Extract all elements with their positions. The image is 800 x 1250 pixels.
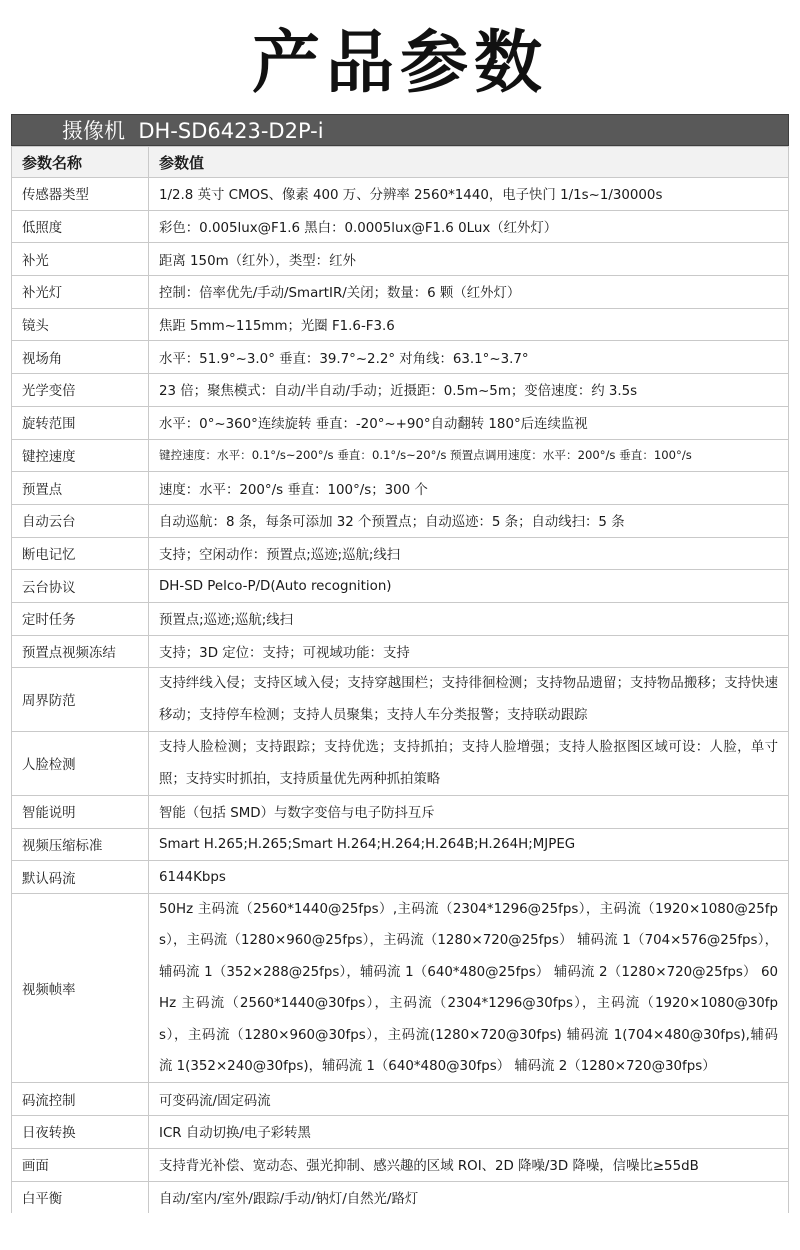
param-value: 50Hz 主码流（2560*1440@25fps）,主码流（2304*1296@25fps），主码流（1920×1080@25fps），主码流（1280×960@25fps），主码流（1280×720@25fps） 辅码流 1（704×576@25fps），辅码流 1（352×288@25fps），辅码流 1（640*480@25fps） 辅码流 2（1280×720@25fps） 60Hz 主码流（2560*1440@30fps），主码流（2304*1296@30fps），主码流（1920×1080@30fps），主码流（1280×960@30fps），主码流(1280×720@30fps) 辅码流 1(704×480@30fps),辅码流 1(352×240@30fps)，辅码流 1（640*480@30fps） 辅码流 2（1280×720@30fps） xyxy=(149,894,789,1083)
param-name: 镜头 xyxy=(12,308,149,341)
table-row xyxy=(12,602,789,635)
param-name: 传感器类型 xyxy=(12,178,149,211)
param-name: 白平衡 xyxy=(12,1181,149,1213)
table-row xyxy=(12,1083,789,1116)
param-name: 人脸检测 xyxy=(12,732,149,796)
param-value: Smart H.265;H.265;Smart H.264;H.264;H.264B;H.264H;MJPEG xyxy=(149,828,789,861)
param-value: 距离 150m（红外），类型：红外 xyxy=(149,243,789,276)
param-name: 周界防范 xyxy=(12,668,149,732)
table-row xyxy=(12,537,789,570)
param-name: 码流控制 xyxy=(12,1083,149,1116)
header-param-value: 参数值 xyxy=(149,147,789,178)
table-row xyxy=(12,374,789,407)
param-value: DH-SD Pelco-P/D(Auto recognition) xyxy=(149,570,789,603)
param-value: 键控速度：水平：0.1°/s~200°/s 垂直：0.1°/s~20°/s 预置点调用速度：水平：200°/s 垂直：100°/s xyxy=(149,439,789,472)
param-value: 智能（包括 SMD）与数字变倍与电子防抖互斥 xyxy=(149,795,789,828)
param-name: 定时任务 xyxy=(12,602,149,635)
param-value: 水平：51.9°~3.0° 垂直：39.7°~2.2° 对角线：63.1°~3.7° xyxy=(149,341,789,374)
param-name: 预置点 xyxy=(12,472,149,505)
table-row xyxy=(12,861,789,894)
param-name: 低照度 xyxy=(12,210,149,243)
param-name: 云台协议 xyxy=(12,570,149,603)
param-value: 自动巡航：8 条，每条可添加 32 个预置点；自动巡迹：5 条；自动线扫：5 条 xyxy=(149,504,789,537)
table-row xyxy=(12,795,789,828)
param-name: 补光灯 xyxy=(12,276,149,309)
table-row xyxy=(12,828,789,861)
table-row xyxy=(12,732,789,796)
param-name: 光学变倍 xyxy=(12,374,149,407)
param-value: 可变码流/固定码流 xyxy=(149,1083,789,1116)
param-name: 预置点视频冻结 xyxy=(12,635,149,668)
param-value: 焦距 5mm~115mm；光圈 F1.6-F3.6 xyxy=(149,308,789,341)
param-value: 自动/室内/室外/跟踪/手动/钠灯/自然光/路灯 xyxy=(149,1181,789,1213)
table-row xyxy=(12,1148,789,1181)
page-title: 产品参数 xyxy=(251,23,548,103)
param-value: 1/2.8 英寸 CMOS、像素 400 万、分辨率 2560*1440，电子快门 1/1s~1/30000s xyxy=(149,178,789,211)
table-header-row xyxy=(12,147,789,178)
param-value: 23 倍；聚焦模式：自动/半自动/手动；近摄距：0.5m~5m；变倍速度：约 3.5s xyxy=(149,374,789,407)
header-param-name: 参数名称 xyxy=(12,147,149,178)
param-name: 补光 xyxy=(12,243,149,276)
table-row xyxy=(12,406,789,439)
table-row xyxy=(12,894,789,1083)
param-value: 支持背光补偿、宽动态、强光抑制、感兴趣的区域 ROI、2D 降噪/3D 降噪，信噪比≥55dB xyxy=(149,1148,789,1181)
param-value: 6144Kbps xyxy=(149,861,789,894)
table-row xyxy=(12,178,789,211)
table-row xyxy=(12,308,789,341)
param-name: 键控速度 xyxy=(12,439,149,472)
table-row xyxy=(12,1116,789,1149)
table-row xyxy=(12,570,789,603)
param-value: 速度：水平：200°/s 垂直：100°/s；300 个 xyxy=(149,472,789,505)
param-name: 视场角 xyxy=(12,341,149,374)
table-row xyxy=(12,504,789,537)
param-name: 日夜转换 xyxy=(12,1116,149,1149)
param-name: 断电记忆 xyxy=(12,537,149,570)
table-row xyxy=(12,243,789,276)
param-name: 自动云台 xyxy=(12,504,149,537)
table-row xyxy=(12,210,789,243)
param-name: 旋转范围 xyxy=(12,406,149,439)
param-name: 画面 xyxy=(12,1148,149,1181)
table-row xyxy=(12,439,789,472)
param-value: 控制：倍率优先/手动/SmartIR/关闭；数量：6 颗（红外灯） xyxy=(149,276,789,309)
spec-table xyxy=(11,146,789,1213)
table-row xyxy=(12,635,789,668)
table-row xyxy=(12,668,789,732)
param-value: 支持人脸检测；支持跟踪；支持优选；支持抓拍；支持人脸增强；支持人脸抠图区域可设：人脸，单寸照；支持实时抓拍，支持质量优先两种抓拍策略 xyxy=(149,732,789,796)
param-value: 支持；3D 定位：支持；可视域功能：支持 xyxy=(149,635,789,668)
table-row xyxy=(12,1181,789,1213)
table-row xyxy=(12,472,789,505)
param-value: 支持绊线入侵；支持区域入侵；支持穿越围栏；支持徘徊检测；支持物品遗留；支持物品搬移；支持快速移动；支持停车检测；支持人员聚集；支持人车分类报警；支持联动跟踪 xyxy=(149,668,789,732)
model-header-bar: 摄像机 DH-SD6423-D2P-i xyxy=(11,114,789,146)
param-value: ICR 自动切换/电子彩转黑 xyxy=(149,1116,789,1149)
table-row xyxy=(12,341,789,374)
param-name: 默认码流 xyxy=(12,861,149,894)
param-name: 视频压缩标准 xyxy=(12,828,149,861)
param-name: 智能说明 xyxy=(12,795,149,828)
param-value: 预置点;巡迹;巡航;线扫 xyxy=(149,602,789,635)
param-name: 视频帧率 xyxy=(12,894,149,1083)
param-value: 支持；空闲动作：预置点;巡迹;巡航;线扫 xyxy=(149,537,789,570)
table-row xyxy=(12,276,789,309)
param-value: 水平：0°~360°连续旋转 垂直：-20°~+90°自动翻转 180°后连续监视 xyxy=(149,406,789,439)
param-value: 彩色：0.005lux@F1.6 黑白：0.0005lux@F1.6 0Lux（红外灯） xyxy=(149,210,789,243)
